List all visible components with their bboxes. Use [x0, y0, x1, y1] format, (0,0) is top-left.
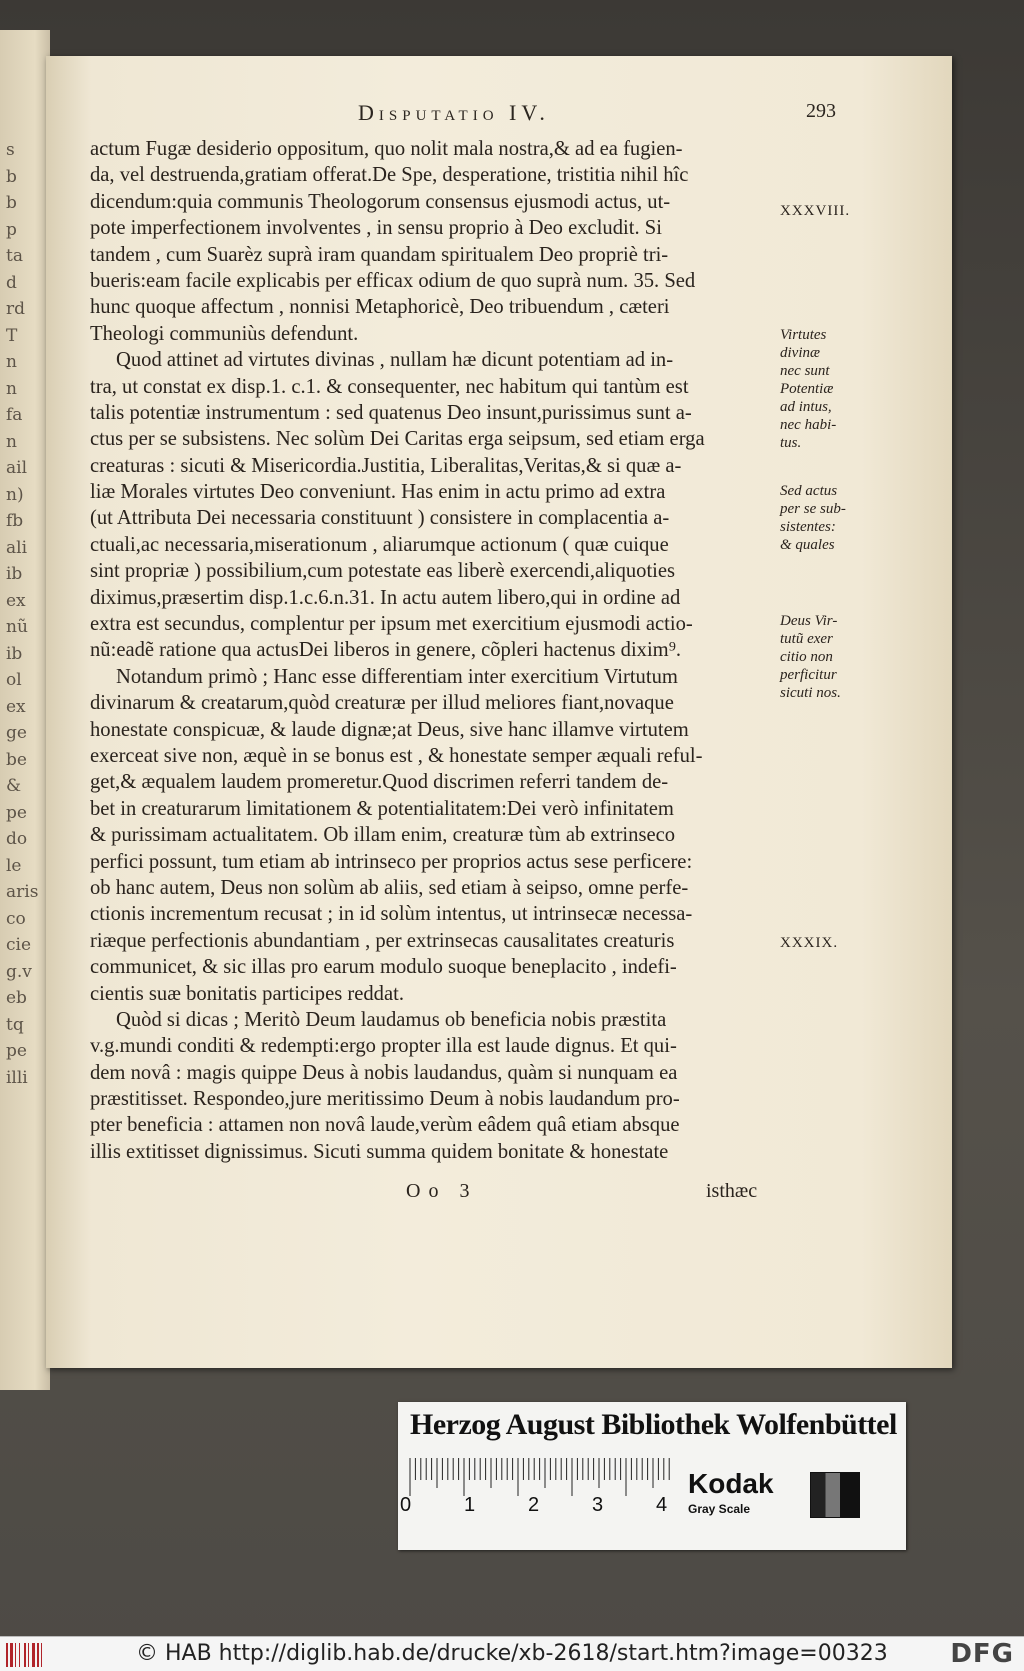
margin-note: Virtutes	[780, 327, 827, 343]
facing-page-fragment: aris	[6, 882, 39, 902]
margin-note: XXXIX.	[780, 935, 839, 951]
text-line: præstitisset. Respondeo,jure meritissimo Deum à nobis laudandum pro-	[90, 1088, 680, 1111]
facing-page-fragment: ali	[6, 537, 28, 558]
text-line: honestate conspicuæ, & laude dignæ;at Deus, sive hanc illamve virtutem	[90, 718, 689, 741]
text-line: tra, ut constat ex disp.1. c.1. & consequenter, nec habitum qui tantùm est	[90, 375, 689, 398]
ruler-scale	[408, 1458, 673, 1498]
text-line: extra est secundus, complentur per ipsum met exercitium ejusmodi actio-	[90, 613, 693, 636]
text-line: dem novâ : magis quippe Deus à nobis laudandus, quàm si nunquam ea	[90, 1061, 678, 1084]
ruler-number: 3	[592, 1494, 604, 1516]
facing-page-fragment: ta	[6, 246, 23, 266]
text-line: pote imperfectionem involventes , in sensu proprio à Deo excludit. Si	[90, 217, 662, 240]
facing-page-fragment: co	[6, 908, 26, 929]
facing-page-fragment: n)	[6, 484, 24, 505]
text-line: & purissimam actualitatem. Ob illam enim, creaturæ tùm ab extrinseco	[90, 824, 676, 847]
text-line: v.g.mundi conditi & redempti:ergo propter illa est laude dignus. Et qui-	[90, 1035, 677, 1058]
facing-page-fragment: rd	[6, 299, 26, 319]
text-line: dicendum:quia communis Theologorum consensus ejusmodi actus, ut-	[90, 190, 671, 213]
facing-page-fragment: ib	[6, 643, 23, 664]
text-line: liæ Morales virtutes Deo conveniunt. Has enim in actu primo ad extra	[90, 481, 666, 504]
facing-page-fragment: ail	[6, 458, 28, 478]
source-url[interactable]: © HAB http://diglib.hab.de/drucke/xb-2618/start.htm?image=00323	[136, 1641, 888, 1666]
margin-note: sistentes:	[780, 519, 836, 535]
margin-note: nec sunt	[780, 363, 830, 379]
text-line: nũ:eadẽ ratione qua actusDei liberos in genere, cõpleri hactenus dixim⁹.	[90, 639, 682, 662]
facing-page-fragment: illi	[6, 1067, 28, 1088]
facing-page-edge	[0, 30, 50, 1390]
barcode-bar	[15, 1643, 16, 1667]
facing-page-fragment: g.v	[6, 961, 32, 982]
page-number: 293	[806, 100, 836, 122]
facing-page-fragment: pe	[6, 802, 27, 823]
text-line: ob hanc autem, Deus non solùm ab aliis, sed etiam à seipso, omne perfe-	[90, 876, 689, 899]
facing-page-fragment: fa	[6, 405, 23, 425]
text-line: Quod attinet ad virtutes divinas , nullam hæ dicunt potentiam ad in-	[116, 349, 674, 372]
margin-note: XXXVIII.	[780, 203, 851, 219]
facing-page-fragment: eb	[6, 988, 27, 1008]
barcode-bar	[32, 1643, 35, 1667]
text-line: bet in creaturarum limitationem & potentialitatem:Dei verò infinitatem	[90, 797, 674, 820]
facing-page-fragment: b	[6, 166, 17, 187]
margin-note: citio non	[780, 649, 833, 665]
facing-page-fragment: nũ	[6, 617, 28, 637]
library-label	[398, 1402, 906, 1550]
text-line: tandem , cum Suarèz suprà iram quandam spiritualem Deo propriè tri-	[90, 243, 669, 266]
text-line: cientis suæ bonitatis participes reddat.	[90, 982, 404, 1005]
catchword: isthæc	[706, 1180, 758, 1202]
page-header	[316, 100, 836, 130]
facing-page-fragment: b	[6, 193, 17, 213]
facing-page-fragment: cie	[6, 935, 32, 955]
text-line: creaturas : sicuti & Misericordia.Justitia, Liberalitas,Veritas,& si quæ a-	[90, 454, 682, 477]
institution-name: Herzog August Bibliothek Wolfenbüttel	[410, 1408, 897, 1441]
text-line: riæque perfectionis abundantiam , per extrinsecas causalitates creaturis	[90, 929, 675, 952]
barcode-bar	[28, 1643, 29, 1667]
text-line: Quòd si dicas ; Meritò Deum laudamus ob beneficia nobis præstita	[116, 1008, 667, 1031]
margin-note: Deus Vir-	[780, 613, 838, 629]
barcode-bar	[41, 1643, 42, 1667]
text-line: divinarum & creatarum,quòd creaturæ per illud meliores fiant,novaque	[90, 692, 674, 715]
signature-mark: Oo 3	[406, 1180, 478, 1202]
facing-page-fragment: ib	[6, 564, 23, 584]
facing-page-fragment: n	[6, 352, 17, 372]
text-line: perfici possunt, tum etiam ab intrinseco per proprios actus sese perficere:	[90, 850, 693, 873]
margin-note: Potentiæ	[780, 381, 834, 397]
text-line: hunc quoque affectum , nonnisi Metaphoricè, Deo tribuendum , cæteri	[90, 296, 670, 319]
facing-page-fragment: fb	[6, 511, 24, 531]
dfg-logo: DFG	[950, 1639, 1014, 1669]
ruler-number: 4	[656, 1494, 668, 1516]
facing-page-fragment: n	[6, 378, 17, 399]
facing-page-fragment: p	[6, 219, 17, 240]
margin-note: Sed actus	[780, 483, 838, 499]
facing-page-fragment: n	[6, 431, 17, 452]
text-line: Theologi communiùs defendunt.	[90, 322, 359, 345]
facing-page-fragment: le	[6, 855, 22, 876]
text-line: talis potentiæ instrumentum : sed quatenus Deo insunt,purissimus sunt a-	[90, 401, 692, 424]
facing-page-fragment: pe	[6, 1041, 27, 1061]
facing-page-fragment: T	[6, 325, 18, 346]
facing-page-fragment: be	[6, 749, 27, 770]
text-line: ctionis incrementum recusat ; in id solùm intentus, ut intrinsecæ necessa-	[90, 903, 693, 926]
margin-note: & quales	[780, 537, 835, 553]
text-line: exerceat sive non, æquè in se bonus est , & honestate semper æquali reful-	[90, 744, 703, 767]
margin-note: nec habi-	[780, 417, 837, 433]
facing-page-fragment: ex	[6, 696, 26, 717]
facing-page-fragment: ge	[6, 723, 27, 743]
text-line: get,& æqualem laudem promeretur.Quod discrimen referri tandem de-	[90, 771, 669, 794]
text-line: sint propriæ ) possibilium,cum potestate eas liberè exercendi,aliquoties	[90, 560, 676, 583]
text-line: bueris:eam facile explicabis per efficax odium de quo suprà num. 35. Sed	[90, 269, 696, 292]
ruler-number: 2	[528, 1494, 540, 1516]
text-line: pter beneficia : attamen non novâ laude,verùm eâdem quâ etiam absque	[90, 1114, 680, 1137]
ruler-number: 1	[464, 1494, 476, 1516]
book-page	[46, 56, 952, 1368]
margin-note: perficitur	[780, 667, 837, 683]
facing-page-fragment: tq	[6, 1014, 24, 1035]
text-line: Notandum primò ; Hanc esse differentiam inter exercitium Virtutum	[116, 665, 678, 688]
text-line: actum Fugæ desiderio oppositum, quo nolit mala nostra,& ad ea fugien-	[90, 138, 683, 160]
facing-page-fragment: ol	[6, 670, 22, 690]
margin-note: sicuti nos.	[780, 685, 841, 701]
barcode-bar	[6, 1643, 8, 1667]
text-line: (ut Attributa Dei necessaria constituunt ) consistere in complacentia a-	[90, 507, 670, 530]
footer-bar	[0, 1636, 1024, 1671]
facing-page-fragment: do	[6, 829, 28, 849]
margin-note: tus.	[780, 435, 802, 451]
facing-page-fragment: &	[6, 776, 22, 796]
barcode-bar	[37, 1643, 39, 1667]
text-line: diximus,præsertim disp.1.c.6.n.31. In actu autem libero,qui in ordine ad	[90, 586, 681, 609]
text-line: ctuali,ac necessaria,miserationum , aliarumque actionum ( quæ cuique	[90, 533, 669, 556]
text-line: da, vel destruenda,gratiam offerat.De Spe, desperatione, tristitia nihil hîc	[90, 164, 689, 187]
facing-page-fragment: ex	[6, 590, 26, 611]
gray-patch	[810, 1472, 860, 1518]
gray-scale-label: Gray Scale	[688, 1502, 751, 1516]
margin-note: ad intus,	[780, 399, 832, 415]
margin-note: tutũ exer	[780, 631, 833, 647]
running-title: Disputatio IV.	[358, 100, 550, 125]
facing-page-fragment: s	[6, 140, 15, 160]
kodak-logo: Kodak	[688, 1468, 774, 1499]
text-line: illis extitisset dignissimus. Sicuti summa quidem bonitate & honestate	[90, 1140, 669, 1163]
text-line: communicet, & sic illas pro earum modulo suoque beneplacito , indefi-	[90, 956, 677, 979]
body-text	[90, 136, 780, 1165]
facing-page-fragment: d	[6, 272, 17, 293]
barcode-icon	[6, 1643, 50, 1667]
text-line: ctus per se subsistens. Nec solùm Dei Caritas erga seipsum, sed etiam erga	[90, 428, 705, 451]
barcode-bar	[24, 1643, 26, 1667]
margin-note: per se sub-	[780, 501, 846, 517]
margin-note: divinæ	[780, 345, 820, 361]
barcode-bar	[19, 1643, 20, 1667]
ruler-number: 0	[400, 1494, 412, 1516]
barcode-bar	[10, 1643, 13, 1667]
